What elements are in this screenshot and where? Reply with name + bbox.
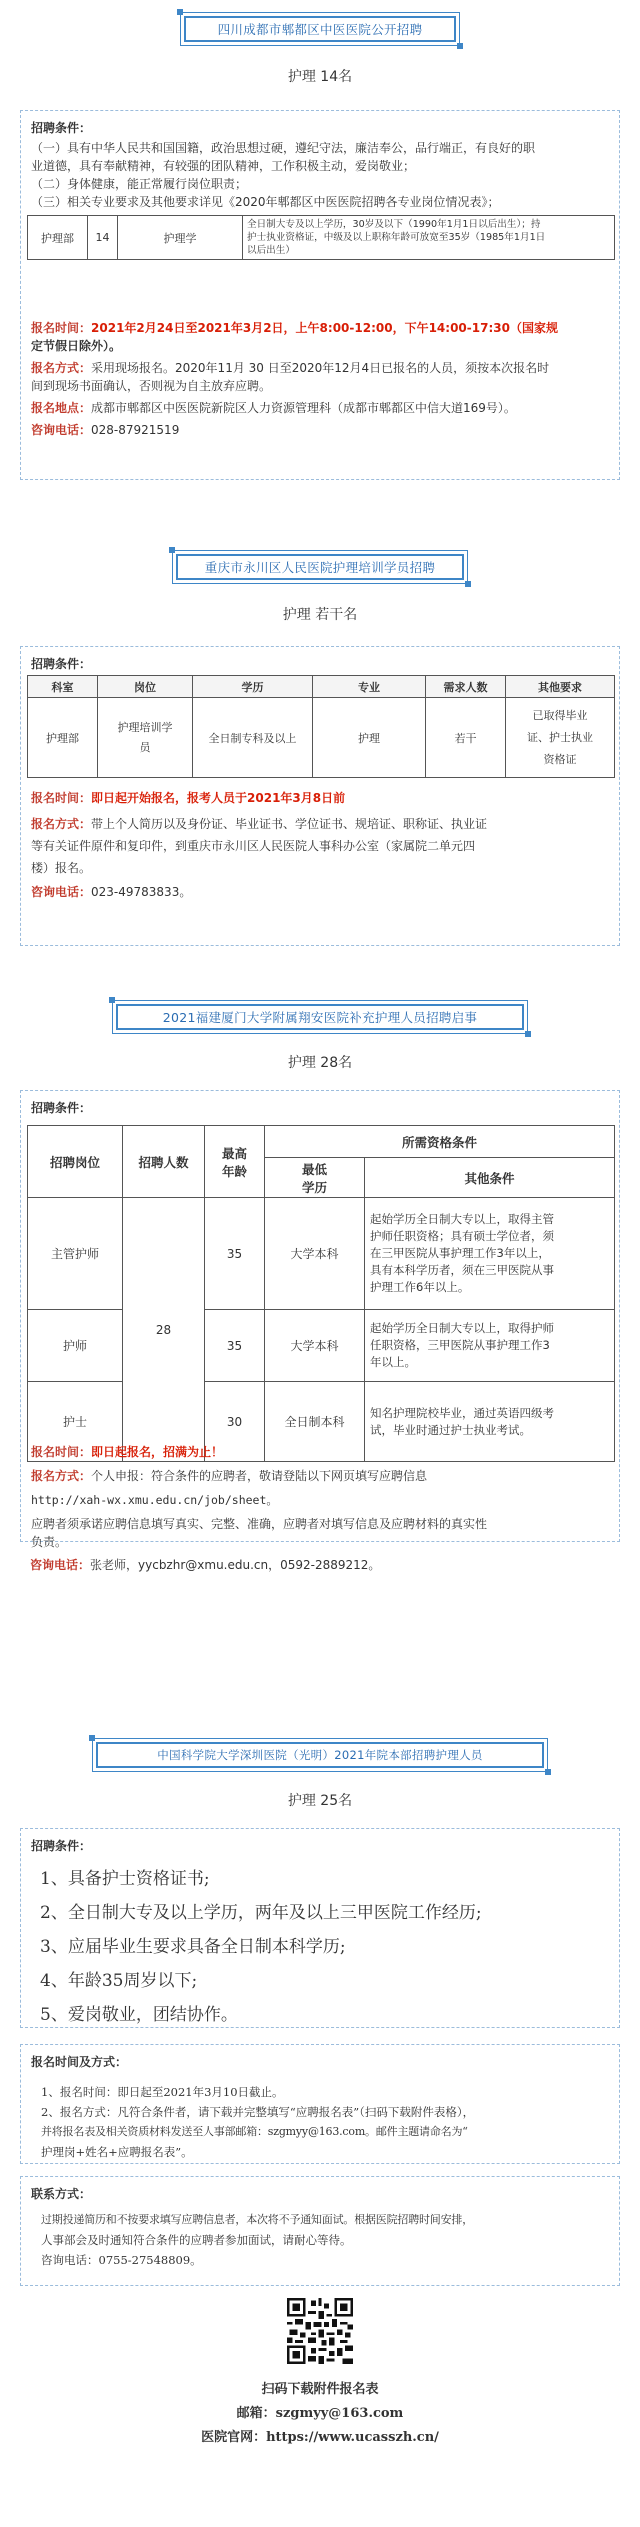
header-dept: 科室 — [28, 676, 98, 698]
method-row: 报名方式：采用现场报名。2020年11月 30 日至2020年12月4日已报名的人员，须按本次报名时 — [31, 361, 550, 375]
note-line: 负责。 — [31, 1535, 68, 1549]
hospital-website[interactable]: 医院官网：https://www.ucasszh.cn/ — [201, 2430, 439, 2445]
header-age: 最高 年龄 — [205, 1126, 265, 1198]
header-major: 专业 — [313, 676, 426, 698]
cell-age: 30 — [205, 1382, 265, 1462]
header-requirements: 所需资格条件 — [265, 1126, 615, 1158]
positions-table — [27, 1125, 615, 1462]
condition-item: 4、年龄35周岁以下; — [40, 1971, 198, 1991]
header-other: 其他要求 — [506, 676, 615, 698]
method-row: 报名方式：个人申报：符合条件的应聘者，敬请登陆以下网页填写应聘信息 — [31, 1469, 428, 1483]
cell-other: 已取得毕业 证、护士执业 资格证 — [506, 698, 615, 778]
phone-row: 咨询电话：028-87921519 — [31, 423, 180, 437]
header-other: 其他条件 — [365, 1158, 615, 1198]
condition-item: 2、全日制大专及以上学历，两年及以上三甲医院工作经历; — [40, 1903, 482, 1923]
cell-major: 护理学 — [118, 216, 243, 260]
conditions-label: 招聘条件： — [31, 121, 92, 135]
banner-chengdu — [180, 12, 460, 46]
time-row: 报名时间：即日起开始报名，报考人员于2021年3月8日前 — [31, 791, 346, 805]
cell-post: 主管护师 — [28, 1198, 123, 1310]
banner-title: 四川成都市郫都区中医医院公开招聘 — [184, 16, 456, 42]
banner-title: 中国科学院大学深圳医院（光明）2021年院本部招聘护理人员 — [96, 1742, 544, 1768]
cell-post: 护士 — [28, 1382, 123, 1462]
cell-other: 知名护理院校毕业，通过英语四级考 试，毕业时通过护士执业考试。 — [365, 1382, 615, 1462]
header-num: 需求人数 — [426, 676, 506, 698]
details-box — [20, 1090, 620, 1549]
contact-line: 过期投递简历和不按要求填写应聘信息者，本次将不予通知面试。根据医院招聘时间安排， — [41, 2213, 473, 2226]
method-row-cont: 等有关证件原件和复印件，到重庆市永川区人民医院人事科办公室（家属院二单元四 — [31, 839, 476, 853]
contact-box — [20, 2176, 620, 2286]
contact-line: 人事部会及时通知符合条件的应聘者参加面试，请耐心等待。 — [41, 2233, 352, 2247]
detail-line: 并将报名表及相关资质材料发送至人事部邮箱：szgmyy@163.com。邮件主题请命名为“ — [41, 2125, 468, 2138]
conditions-label: 招聘条件： — [31, 657, 92, 671]
conditions-label: 招聘条件： — [31, 1839, 92, 1853]
cell-other: 起始学历全日制大专以上，取得护师 任职资格，三甲医院从事护理工作3 年以上。 — [365, 1310, 615, 1382]
time-row: 报名时间：即日起报名，招满为止！ — [31, 1445, 224, 1459]
condition-line: 业道德，具有奉献精神，有较强的团队精神，工作积极主动，爱岗敬业； — [31, 159, 416, 173]
cell-edu: 大学本科 — [265, 1198, 365, 1310]
cell-major: 护理 — [313, 698, 426, 778]
qr-caption: 扫码下载附件报名表 — [261, 2382, 379, 2397]
cell-edu: 全日制专科及以上 — [193, 698, 313, 778]
condition-line: （一）具有中华人民共和国国籍，政治思想过硬，遵纪守法，廉洁奉公，品行端正，有良好的职 — [31, 141, 536, 155]
position-count: 护理 28名 — [287, 1055, 353, 1071]
cell-dept: 护理部 — [28, 698, 98, 778]
position-count: 护理 25名 — [287, 1793, 353, 1809]
cell-edu: 大学本科 — [265, 1310, 365, 1382]
header-post: 岗位 — [98, 676, 193, 698]
time-method-label: 报名时间及方式： — [31, 2055, 128, 2069]
time-row-cont: 定节假日除外）。 — [31, 339, 122, 353]
condition-item: 3、应届毕业生要求具备全日制本科学历; — [40, 1937, 346, 1957]
detail-line: 2、报名方式：凡符合条件者，请下载并完整填写“应聘报名表”（扫码下载附件表格）， — [41, 2105, 475, 2119]
cell-edu: 全日制本科 — [265, 1382, 365, 1462]
time-row: 报名时间：2021年2月24日至2021年3月2日，上午8:00-12:00，下午14:00-17:30（国家规 — [31, 321, 558, 335]
header-edu: 最低 学历 — [265, 1158, 365, 1198]
cell-dept: 护理部 — [28, 216, 88, 260]
cell-age: 35 — [205, 1310, 265, 1382]
note-line: 应聘者须承诺应聘信息填写真实、完整、准确，应聘者对填写信息及应聘材料的真实性 — [31, 1517, 488, 1531]
banner-title: 2021福建厦门大学附属翔安医院补充护理人员招聘启事 — [116, 1004, 524, 1030]
banner-chongqing — [172, 550, 468, 584]
header-edu: 学历 — [193, 676, 313, 698]
positions-table — [27, 215, 615, 260]
details-box — [20, 110, 620, 480]
method-row-cont: 楼）报名。 — [31, 861, 92, 875]
time-method-box — [20, 2044, 620, 2164]
header-num: 招聘人数 — [123, 1126, 205, 1198]
method-row: 报名方式：带上个人简历以及身份证、毕业证书、学位证书、规培证、职称证、执业证 — [31, 817, 488, 831]
place-row: 报名地点：成都市郫都区中医医院新院区人力资源管理科（成都市郫都区中信大道169号）。 — [31, 401, 516, 415]
banner-shenzhen — [92, 1738, 548, 1772]
header-post: 招聘岗位 — [28, 1126, 123, 1198]
condition-line: （二）身体健康，能正常履行岗位职责； — [31, 177, 248, 191]
contact-label: 联系方式： — [31, 2187, 92, 2201]
conditions-box — [20, 1828, 620, 2028]
position-count: 护理 若干名 — [282, 607, 358, 623]
condition-item: 1、具备护士资格证书; — [40, 1869, 210, 1889]
condition-item: 5、爱岗敬业，团结协作。 — [40, 2005, 238, 2025]
apply-link[interactable]: http://xah-wx.xmu.edu.cn/job/sheet。 — [31, 1493, 278, 1507]
phone-row: 咨询电话：张老师，yycbzhr@xmu.edu.cn，0592-2889212。 — [30, 1558, 381, 1572]
method-row-cont: 间到现场书面确认，否则视为自主放弃应聘。 — [31, 379, 272, 393]
cell-post: 护师 — [28, 1310, 123, 1382]
banner-title: 重庆市永川区人民医院护理培训学员招聘 — [176, 554, 464, 580]
detail-line: 1、报名时间：即日起至2021年3月10日截止。 — [41, 2085, 284, 2099]
banner-xiamen — [112, 1000, 528, 1034]
cell-age: 35 — [205, 1198, 265, 1310]
phone-row: 咨询电话：023-49783833。 — [31, 885, 192, 899]
details-box — [20, 646, 620, 946]
cell-num: 若干 — [426, 698, 506, 778]
cell-num: 14 — [88, 216, 118, 260]
conditions-label: 招聘条件： — [31, 1101, 92, 1115]
condition-line: （三）相关专业要求及其他要求详见《2020年郫都区中医医院招聘各专业岗位情况表》； — [31, 195, 500, 209]
detail-line: 护理岗+姓名+应聘报名表”。 — [41, 2145, 193, 2159]
cell-other: 起始学历全日制大专以上，取得主管 护师任职资格；具有硕士学位者，须 在三甲医院从事护理工作3年以上， 具有本科学历者，须在三甲医院从事 护理工作6年以上。 — [365, 1198, 615, 1310]
positions-table — [27, 675, 615, 778]
position-count: 护理 14名 — [287, 69, 353, 85]
cell-requirements: 全日制大专及以上学历，30岁及以下（1990年1月1日以后出生）；持 护士执业资格证，中级及以上职称年龄可放宽至35岁（1985年1月1日 以后出生） — [243, 216, 615, 260]
contact-line: 咨询电话：0755-27548809。 — [41, 2253, 202, 2267]
contact-email[interactable]: 邮箱：szgmyy@163.com — [236, 2406, 404, 2421]
cell-num: 28 — [123, 1198, 205, 1462]
cell-post: 护理培训学 员 — [98, 698, 193, 778]
qr-area — [0, 2298, 640, 2458]
qr-code-icon[interactable] — [287, 2298, 353, 2364]
